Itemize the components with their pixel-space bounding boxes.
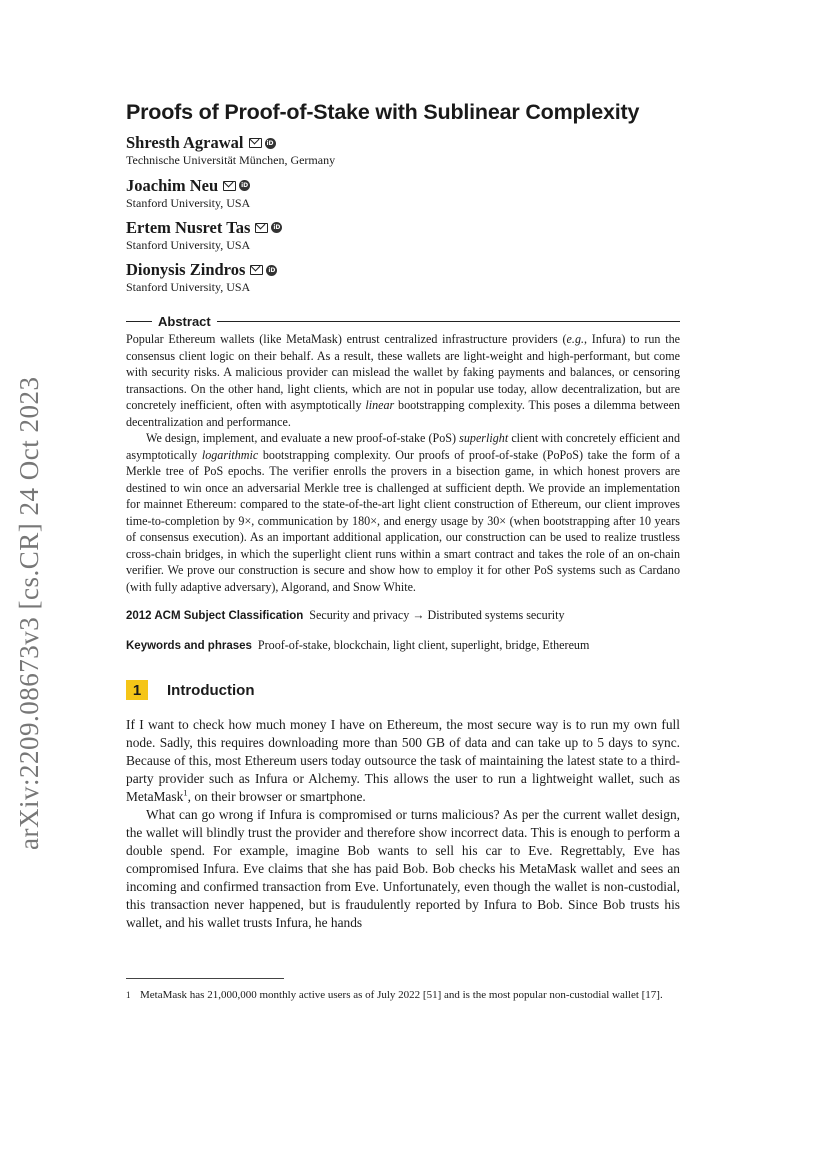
- author-list: [126, 134, 680, 295]
- author-name: Joachim Neu: [126, 175, 219, 195]
- divider: [217, 321, 680, 322]
- author-block: [126, 134, 680, 168]
- paper-first-page: [126, 100, 680, 932]
- footnote-mark: 1: [126, 990, 131, 1000]
- email-icon[interactable]: [249, 138, 262, 148]
- email-icon[interactable]: [250, 265, 263, 275]
- author-block: [126, 261, 680, 295]
- keywords-text: Proof-of-stake, blockchain, light client, superlight, bridge, Ethereum: [257, 638, 590, 653]
- author-block: [126, 176, 680, 210]
- abstract-header: [126, 313, 680, 329]
- abstract-body: [126, 331, 680, 595]
- orcid-icon[interactable]: iD: [273, 224, 281, 232]
- author-name: Ertem Nusret Tas: [126, 217, 251, 237]
- author-affiliation: Stanford University, USA: [126, 195, 251, 210]
- body-paragraph: What can go wrong if Infura is compromised or turns malicious? As per the current wallet design, the wallet will blindly trust the provider and therefore show incorrect data. This is enough to perform a double spend. For example, imagine Bob wants to sell his car to Eve. Regrettably, Eve has compromised Infura. Eve claims that she has paid Bob. Bob checks his MetaMask wallet and sees an incoming and confirmed transaction from Eve. Unfortunately, even though the wallet is non-custodial, this transaction never happened, but is fraudulently reported by Infura to Bob. Since Bob trusts his wallet, and his wallet trusts Infura, he hands: [126, 807, 680, 931]
- keywords: [126, 637, 680, 654]
- acm-classification-label: 2012 ACM Subject Classification: [126, 610, 304, 623]
- footnote-divider: [126, 978, 284, 979]
- divider: [126, 321, 152, 322]
- author-name: Dionysis Zindros: [126, 260, 246, 280]
- email-icon[interactable]: [223, 181, 236, 191]
- section-number: 1: [126, 680, 148, 700]
- author-affiliation: Stanford University, USA: [126, 237, 251, 252]
- orcid-icon[interactable]: iD: [241, 182, 249, 190]
- body-paragraph: If I want to check how much money I have on Ethereum, the most secure way is to run my own full node. Sadly, this requires downloading more than 500 GB of data and can take up to 5 days to sync. Because of this, most Ethereum users today outsource the task of maintaining the latest state to a third-party provider such as Infura or Alchemy. This allows the user to run a lightweight wallet, such as MetaMask$^1$, on their browser or smartphone.: [126, 717, 680, 805]
- paper-title: Proofs of Proof-of-Stake with Sublinear Complexity: [126, 100, 640, 124]
- arxiv-identifier-stamp: arXiv:2209.08673v3 [cs.CR] 24 Oct 2023: [14, 376, 44, 850]
- abstract-paragraph: We design, implement, and evaluate a new proof-of-stake (PoS) superlight client with concretely efficient and asymptotically logarithmic bootstrapping complexity. Our proofs of proof-of-stake (PoPoS) take the form of a Merkle tree of PoS epochs. The verifier enrolls the provers in a bisection game, in which honest provers are destined to win once an adversarial Merkle tree is challenged at sufficient depth. We provide an implementation for mainnet Ethereum: compared to the state-of-the-art light client construction of Ethereum, our client improves time-to-completion by 9×, communication by 180×, and energy usage by 30× (when bootstrapping after 10 years of consensus execution). As an important additional application, our construction can be used to realize trustless cross-chain bridges, in which the superlight client runs within a smart contract and takes the role of an on-chain verifier. We prove our construction is secure and show how to employ it for other PoS systems such as Cardano (with fully adaptive adversary), Algorand, and Snow White.: [126, 431, 681, 594]
- footnote: [126, 988, 680, 1003]
- section-heading: [126, 679, 680, 701]
- orcid-icon[interactable]: iD: [266, 139, 274, 147]
- author-block: [126, 219, 680, 253]
- section-title: Introduction: [167, 681, 255, 699]
- email-icon[interactable]: [255, 223, 268, 233]
- footnote-reference[interactable]: 1: [183, 787, 188, 798]
- author-name: Shresth Agrawal: [126, 133, 244, 153]
- keywords-label: Keywords and phrases: [126, 640, 252, 653]
- acm-classification-text: Security and privacy → Distributed systems security: [309, 608, 565, 623]
- author-affiliation: Stanford University, USA: [126, 280, 251, 295]
- abstract-paragraph: Popular Ethereum wallets (like MetaMask) entrust centralized infrastructure providers (e.g., Infura) to run the consensus client logic on their behalf. As a result, these wallets are light-weight and high-performant, but come with security risks. A malicious provider can mislead the wallet by faking payments and balances, or censoring transactions. On the other hand, light clients, which are not in popular use today, allow decentralization, but are concretely inefficient, often with asymptotically linear bootstrapping complexity. This poses a dilemma between decentralization and performance.: [126, 332, 681, 429]
- abstract-heading: Abstract: [158, 313, 211, 329]
- acm-classification: [126, 607, 680, 624]
- introduction-body: [126, 716, 680, 932]
- footnote-text: MetaMask has 21,000,000 monthly active users as of July 2022 [51] and is the most popular non-custodial wallet [17].: [140, 989, 663, 1001]
- author-affiliation: Technische Universität München, Germany: [126, 153, 336, 168]
- orcid-icon[interactable]: iD: [268, 266, 276, 274]
